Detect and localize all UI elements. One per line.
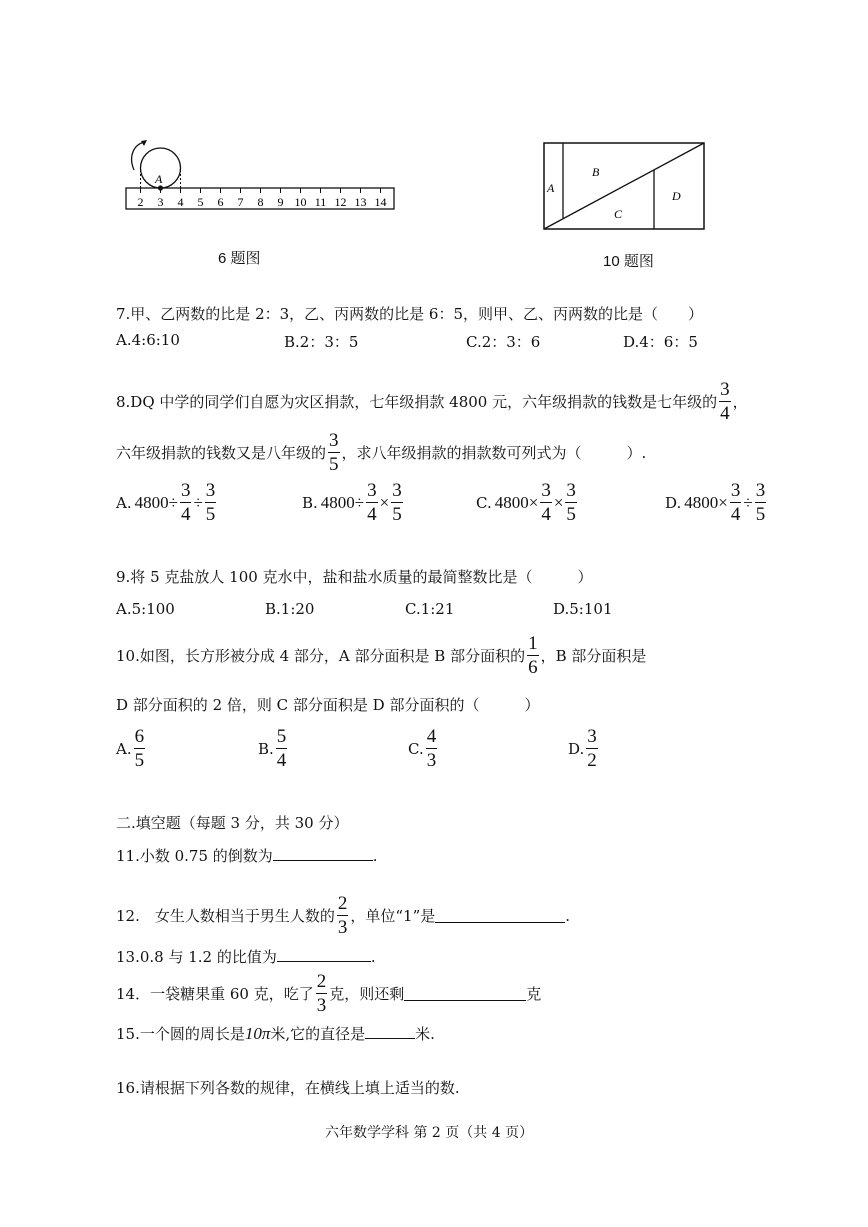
q15: 15.一个圆的周长是10π米,它的直径是 米.	[116, 1024, 435, 1043]
region-b-label: B	[592, 165, 600, 179]
q7-option-b: B.2：3：5	[284, 333, 359, 351]
fraction: $\frac{2}{3}$	[316, 971, 327, 1016]
q12: 12. 女生人数相当于男生人数的 $\frac{2}{3}$ ，单位“1”是 .	[116, 893, 571, 938]
q9-option-b: B.1:20	[265, 600, 315, 618]
q7-option-c: C.2：3：6	[466, 333, 541, 351]
q8-line-2-text: 六年级捐款的钱数又是八年级的	[116, 444, 327, 462]
ruler-tick-label: 12	[334, 195, 347, 209]
q9-option-a: A.5:100	[116, 600, 175, 618]
q8-option-d: D. 4800 × $\frac{3}{4}$ ÷ $\frac{3}{5}$	[665, 480, 766, 525]
ruler-tick-label: 13	[354, 195, 367, 209]
ruler-tick-label: 6	[217, 195, 224, 209]
ruler-tick-label: 10	[294, 195, 307, 209]
q9-option-d: D.5:101	[553, 600, 613, 618]
q10-line-1: 10.如图，长方形被分成 4 部分，A 部分面积是 B 部分面积的 $\frac{1}{6}$ ，B 部分面积是	[116, 633, 647, 678]
figure-10-caption: 10 题图	[603, 253, 654, 270]
q10-option-c: C. $\frac{4}{3}$	[408, 726, 437, 771]
ruler-tick-label: 4	[177, 195, 184, 209]
q7-option-a: A.4:6:10	[116, 331, 180, 349]
q7-stem: 7.甲、乙两数的比是 2：3，乙、丙两数的比是 6：5，则甲、乙、丙两数的比是（ ）	[116, 305, 704, 323]
answer-blank[interactable]	[404, 986, 526, 1001]
ruler-tick-label: 11	[314, 195, 327, 209]
ruler-tick-label: 14	[374, 195, 387, 209]
answer-blank[interactable]	[365, 1024, 415, 1039]
q10-option-d: D. $\frac{3}{2}$	[568, 726, 597, 771]
q11: 11.小数 0.75 的倒数为 .	[116, 847, 378, 865]
section-2-title: 二.填空题（每题 3 分，共 30 分）	[116, 814, 349, 832]
q10-option-a: A. $\frac{6}{5}$	[116, 726, 145, 771]
q13: 13.0.8 与 1.2 的比值为 .	[116, 948, 376, 966]
answer-blank[interactable]	[435, 908, 565, 923]
ruler-tick-label: 2	[137, 195, 144, 209]
q8-line-1: 8.DQ 中学的同学们自愿为灾区捐款，七年级捐款 4800 元，六年级捐款的钱数是七年级的 $\frac{3}{4}$ ，	[116, 379, 748, 424]
answer-blank[interactable]	[277, 947, 371, 962]
region-a-label: A	[547, 181, 555, 195]
q9-stem: 9.将 5 克盐放人 100 克水中，盐和盐水质量的最简整数比是（ ）	[116, 568, 593, 586]
answer-blank[interactable]	[273, 846, 373, 861]
figure-6-ruler	[120, 138, 400, 216]
ruler-tick-label: 8	[257, 195, 264, 209]
q10-line-2: D 部分面积的 2 倍，则 C 部分面积是 D 部分面积的（ ）	[116, 696, 540, 714]
q9-option-c: C.1:21	[405, 600, 455, 618]
q8-line-1-text: 8.DQ 中学的同学们自愿为灾区捐款，七年级捐款 4800 元，六年级捐款的钱数是七年级的	[116, 393, 718, 411]
ruler-tick-label: 9	[277, 195, 284, 209]
ruler-tick-label: 5	[197, 195, 204, 209]
rotation-arrow-icon	[132, 142, 145, 170]
q7-option-d: D.4：6：5	[623, 333, 698, 351]
fraction: $\frac{2}{3}$	[337, 893, 348, 938]
region-c-label: C	[614, 207, 623, 221]
q8-line-2: 六年级捐款的钱数又是八年级的 $\frac{3}{5}$ ，求八年级捐款的捐款数可列式为（ ）.	[116, 430, 647, 475]
fraction: $\frac{3}{5}$	[329, 430, 339, 475]
q8-option-c: C. 4800 × $\frac{3}{4}$ × $\frac{3}{5}$	[476, 480, 576, 525]
fraction: $\frac{3}{4}$	[720, 379, 730, 424]
figure-10-rectangle	[542, 140, 706, 232]
ruler-tick-label: 3	[157, 195, 164, 209]
fraction: $\frac{1}{6}$	[528, 633, 538, 678]
q16: 16.请根据下列各数的规律，在横线上填上适当的数.	[116, 1079, 460, 1097]
ruler-ticks	[138, 188, 387, 209]
q10-option-b: B. $\frac{5}{4}$	[258, 726, 287, 771]
page-footer: 六年数学学科 第 2 页（共 4 页）	[325, 1125, 534, 1141]
q8-option-a: A. 4800 ÷ $\frac{3}{4}$ ÷ $\frac{3}{5}$	[116, 480, 216, 525]
q14: 14．一袋糖果重 60 克，吃了 $\frac{2}{3}$ 克，则还剩 克	[116, 971, 542, 1016]
point-a-label: A	[155, 172, 163, 186]
q8-option-b: B. 4800 ÷ $\frac{3}{4}$ × $\frac{3}{5}$	[302, 480, 402, 525]
figure-6-caption: 6 题图	[218, 250, 261, 267]
q10-line-1-text: 10.如图，长方形被分成 4 部分，A 部分面积是 B 部分面积的	[116, 647, 526, 665]
region-d-label: D	[672, 189, 681, 203]
ruler-tick-label: 7	[237, 195, 244, 209]
